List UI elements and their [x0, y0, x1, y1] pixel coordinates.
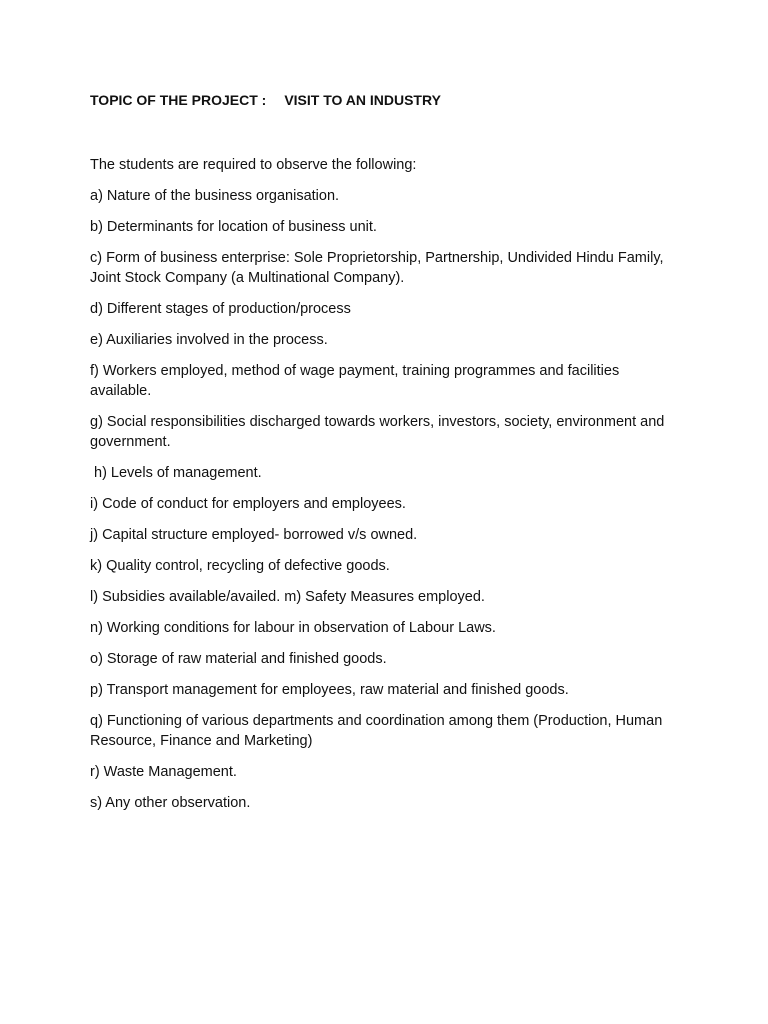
list-item: q) Functioning of various departments and coordination among them (Production, Human Resource, Finance and Marketing) [90, 713, 663, 749]
list-item: n) Working conditions for labour in observation of Labour Laws. [90, 620, 496, 636]
title-label: TOPIC OF THE PROJECT : [90, 92, 267, 108]
list-item: p) Transport management for employees, raw material and finished goods. [90, 682, 569, 698]
list-item: e) Auxiliaries involved in the process. [90, 332, 328, 348]
list-item: i) Code of conduct for employers and employees. [90, 496, 406, 512]
list-item: a) Nature of the business organisation. [90, 188, 340, 204]
list-item: g) Social responsibilities discharged towards workers, investors, society, environment and government. [90, 414, 665, 450]
list-item: k) Quality control, recycling of defective goods. [90, 558, 390, 574]
list-item: f) Workers employed, method of wage payment, training programmes and facilities available. [90, 363, 620, 399]
list-item: r) Waste Management. [90, 764, 237, 780]
list-item: s) Any other observation. [90, 795, 251, 811]
list-item: h) Levels of management. [94, 465, 262, 481]
list-item: c) Form of business enterprise: Sole Proprietorship, Partnership, Undivided Hindu Family, Joint Stock Company (a Multinational Company). [90, 250, 664, 286]
project-title [90, 92, 441, 108]
document-body [90, 155, 680, 824]
list-item: j) Capital structure employed- borrowed v/s owned. [90, 527, 418, 543]
title-value: VISIT TO AN INDUSTRY [284, 92, 441, 108]
list-item: l) Subsidies available/availed. m) Safety Measures employed. [90, 589, 485, 605]
intro-text: The students are required to observe the following: [90, 157, 417, 173]
list-item: b) Determinants for location of business unit. [90, 219, 377, 235]
list-item: d) Different stages of production/process [90, 301, 351, 317]
list-item: o) Storage of raw material and finished goods. [90, 651, 387, 667]
